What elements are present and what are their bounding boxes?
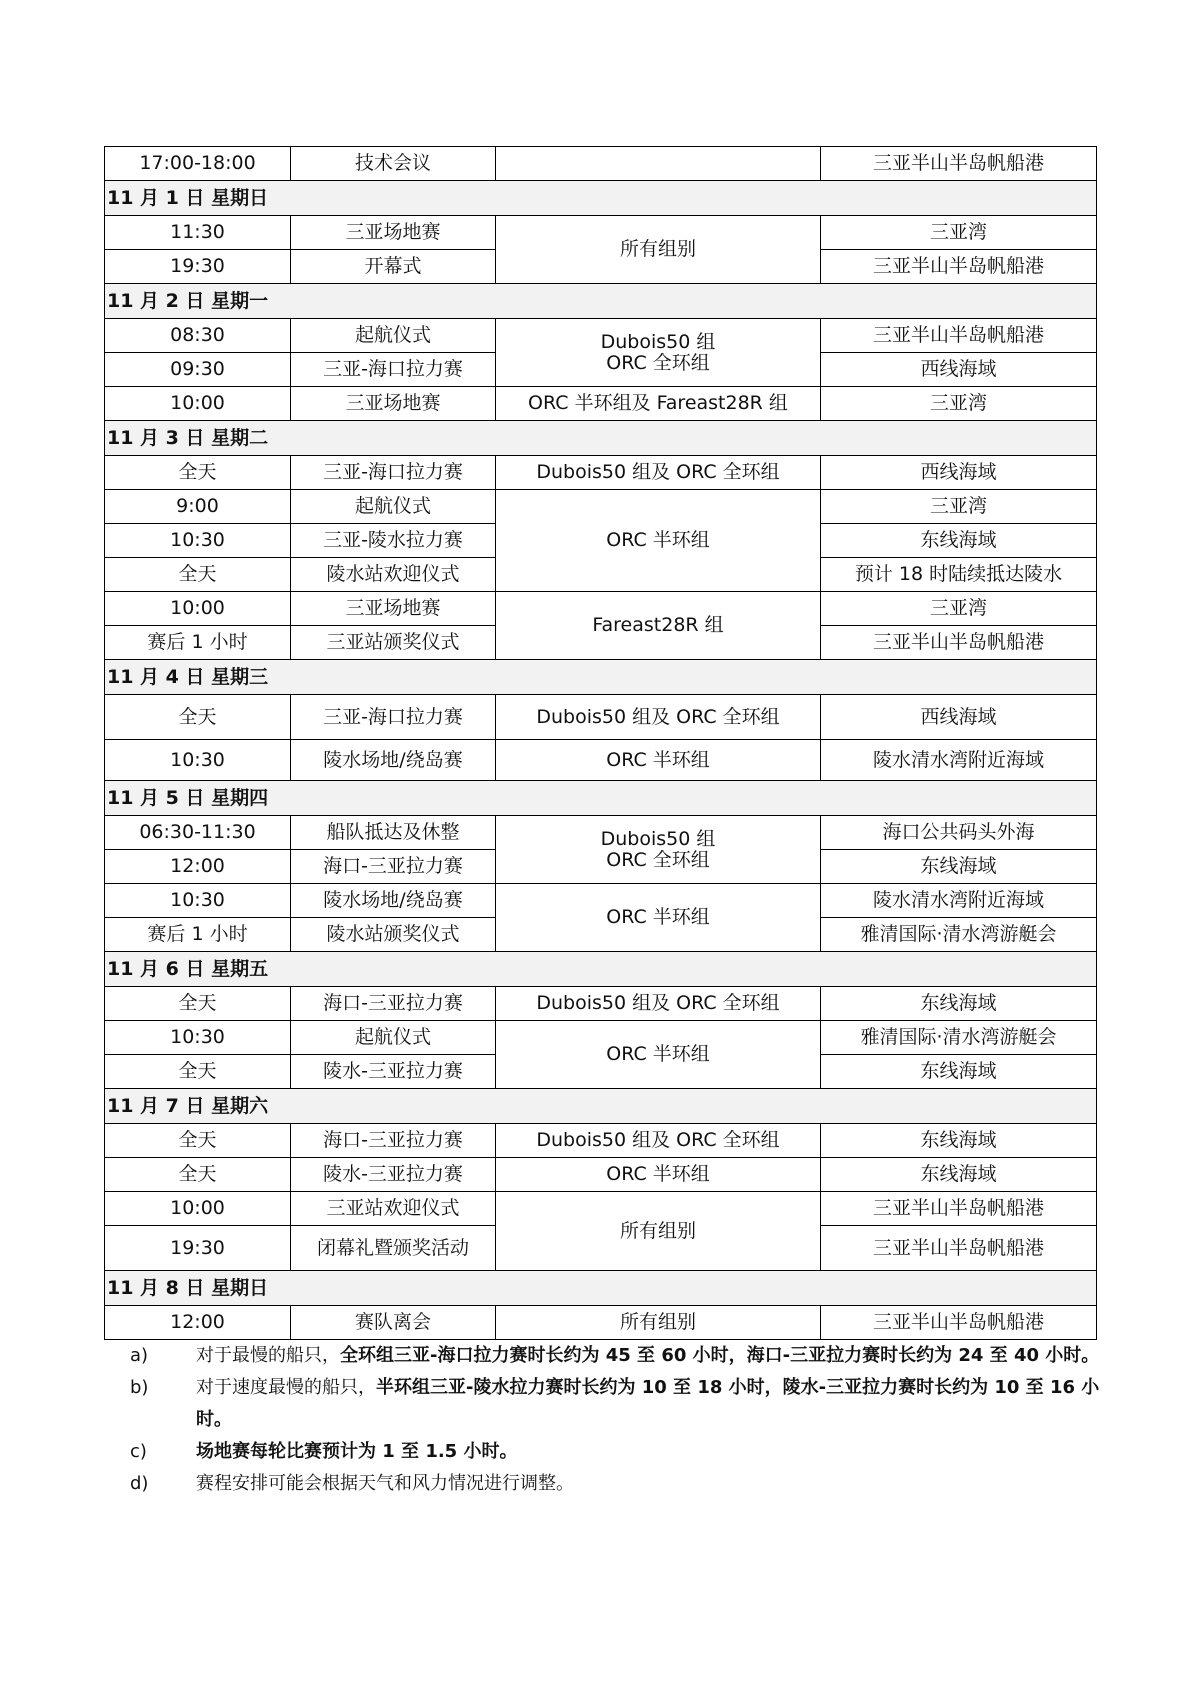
schedule-cell: 陵水站欢迎仪式 [291, 558, 496, 592]
schedule-cell: 三亚-海口拉力赛 [291, 456, 496, 490]
schedule-cell: 09:30 [105, 353, 291, 387]
day-header: 11 月 1 日 星期日 [105, 181, 1097, 216]
schedule-cell: 三亚湾 [821, 387, 1097, 421]
schedule-row [105, 1158, 1097, 1192]
schedule-row [105, 1124, 1097, 1158]
day-header-row [105, 952, 1097, 987]
note-item [130, 1340, 1100, 1372]
schedule-cell: 三亚湾 [821, 216, 1097, 250]
schedule-cell: ORC 半环组 [496, 1021, 821, 1089]
schedule-cell: 10:30 [105, 740, 291, 781]
schedule-cell: 起航仪式 [291, 490, 496, 524]
note-text: 赛程安排可能会根据天气和风力情况进行调整。 [196, 1473, 574, 1494]
schedule-cell: 赛后 1 小时 [105, 626, 291, 660]
schedule-row [105, 816, 1097, 850]
note-item [130, 1372, 1100, 1436]
note-label: c) [130, 1441, 147, 1462]
day-header-row [105, 660, 1097, 695]
note-label: d) [130, 1473, 149, 1494]
schedule-cell: 三亚-海口拉力赛 [291, 353, 496, 387]
schedule-cell: 三亚半山半岛帆船港 [821, 626, 1097, 660]
schedule-cell: 10:30 [105, 524, 291, 558]
schedule-cell: 全天 [105, 558, 291, 592]
schedule-row [105, 490, 1097, 524]
day-header: 11 月 6 日 星期五 [105, 952, 1097, 987]
schedule-cell: 西线海域 [821, 456, 1097, 490]
schedule-cell: ORC 半环组 [496, 884, 821, 952]
day-header: 11 月 2 日 星期一 [105, 284, 1097, 319]
day-header-row [105, 1089, 1097, 1124]
schedule-row [105, 695, 1097, 740]
schedule-cell: 赛后 1 小时 [105, 918, 291, 952]
schedule-row [105, 884, 1097, 918]
schedule-cell: 雅清国际·清水湾游艇会 [821, 1021, 1097, 1055]
note-text: 对于速度最慢的船只， [196, 1377, 376, 1398]
schedule-row [105, 740, 1097, 781]
schedule-cell: 西线海域 [821, 353, 1097, 387]
schedule-cell: 起航仪式 [291, 1021, 496, 1055]
schedule-cell: 10:00 [105, 1192, 291, 1226]
schedule-cell: 9:00 [105, 490, 291, 524]
schedule-cell: 闭幕礼暨颁奖活动 [291, 1226, 496, 1271]
schedule-cell: 三亚场地赛 [291, 592, 496, 626]
schedule-cell: 三亚湾 [821, 592, 1097, 626]
schedule-cell: 三亚站颁奖仪式 [291, 626, 496, 660]
schedule-cell: 三亚半山半岛帆船港 [821, 319, 1097, 353]
schedule-row [105, 592, 1097, 626]
schedule-cell: 东线海域 [821, 1158, 1097, 1192]
schedule-cell: 19:30 [105, 250, 291, 284]
notes-list [130, 1340, 1100, 1500]
schedule-cell: 10:00 [105, 592, 291, 626]
schedule-cell: ORC 半环组 [496, 1158, 821, 1192]
schedule-cell: Fareast28R 组 [496, 592, 821, 660]
schedule-cell: 东线海域 [821, 850, 1097, 884]
note-text: 对于最慢的船只， [196, 1345, 340, 1366]
schedule-cell: 所有组别 [496, 1192, 821, 1271]
day-header: 11 月 3 日 星期二 [105, 421, 1097, 456]
schedule-cell: 06:30-11:30 [105, 816, 291, 850]
schedule-row [105, 216, 1097, 250]
schedule-cell: 10:30 [105, 1021, 291, 1055]
day-header-row [105, 781, 1097, 816]
schedule-cell: Dubois50 组及 ORC 全环组 [496, 456, 821, 490]
schedule-cell: 海口公共码头外海 [821, 816, 1097, 850]
schedule-cell: Dubois50 组及 ORC 全环组 [496, 987, 821, 1021]
schedule-cell: 陵水-三亚拉力赛 [291, 1158, 496, 1192]
schedule-cell: ORC 半环组 [496, 490, 821, 592]
schedule-cell: 三亚半山半岛帆船港 [821, 250, 1097, 284]
day-header-row [105, 284, 1097, 319]
schedule-cell: 赛队离会 [291, 1306, 496, 1340]
schedule-cell: Dubois50 组 ORC 全环组 [496, 816, 821, 884]
schedule-cell: Dubois50 组及 ORC 全环组 [496, 1124, 821, 1158]
schedule-cell: 三亚半山半岛帆船港 [821, 1192, 1097, 1226]
schedule-cell: 所有组别 [496, 1306, 821, 1340]
schedule-cell: 三亚湾 [821, 490, 1097, 524]
schedule-row [105, 1021, 1097, 1055]
schedule-cell: 所有组别 [496, 216, 821, 284]
schedule-cell: Dubois50 组 ORC 全环组 [496, 319, 821, 387]
day-header-row [105, 181, 1097, 216]
schedule-cell: 12:00 [105, 850, 291, 884]
schedule-cell: 三亚站欢迎仪式 [291, 1192, 496, 1226]
schedule-cell: 三亚场地赛 [291, 216, 496, 250]
schedule-cell: 陵水场地/绕岛赛 [291, 884, 496, 918]
schedule-cell: 三亚半山半岛帆船港 [821, 147, 1097, 181]
note-item [130, 1468, 1100, 1500]
schedule-cell: 11:30 [105, 216, 291, 250]
note-item [130, 1436, 1100, 1468]
day-header: 11 月 5 日 星期四 [105, 781, 1097, 816]
schedule-cell: 起航仪式 [291, 319, 496, 353]
schedule-cell: 三亚场地赛 [291, 387, 496, 421]
day-header: 11 月 4 日 星期三 [105, 660, 1097, 695]
schedule-cell: ORC 半环组 [496, 740, 821, 781]
schedule-cell: 三亚-陵水拉力赛 [291, 524, 496, 558]
schedule-cell: Dubois50 组及 ORC 全环组 [496, 695, 821, 740]
schedule-cell: 船队抵达及休整 [291, 816, 496, 850]
schedule-cell: 陵水场地/绕岛赛 [291, 740, 496, 781]
schedule-cell: 技术会议 [291, 147, 496, 181]
day-header-row [105, 1271, 1097, 1306]
schedule-cell: 东线海域 [821, 1055, 1097, 1089]
note-label: a) [130, 1345, 149, 1366]
schedule-cell: 全天 [105, 1158, 291, 1192]
schedule-table [104, 146, 1097, 1340]
schedule-cell: 三亚半山半岛帆船港 [821, 1226, 1097, 1271]
note-emphasis: 全环组三亚-海口拉力赛时长约为 45 至 60 小时，海口-三亚拉力赛时长约为 24 至 40 小时。 [340, 1345, 1100, 1366]
schedule-cell: 雅清国际·清水湾游艇会 [821, 918, 1097, 952]
schedule-row [105, 1192, 1097, 1226]
schedule-cell: 10:00 [105, 387, 291, 421]
schedule-cell: 东线海域 [821, 1124, 1097, 1158]
schedule-cell: 三亚半山半岛帆船港 [821, 1306, 1097, 1340]
schedule-row [105, 147, 1097, 181]
schedule-cell: 海口-三亚拉力赛 [291, 987, 496, 1021]
note-label: b) [130, 1377, 149, 1398]
schedule-cell: 19:30 [105, 1226, 291, 1271]
schedule-cell: 10:30 [105, 884, 291, 918]
schedule-cell: 西线海域 [821, 695, 1097, 740]
schedule-row [105, 387, 1097, 421]
day-header-row [105, 421, 1097, 456]
note-emphasis: 半环组三亚-陵水拉力赛时长约为 10 至 18 小时，陵水-三亚拉力赛时长约为 10 至 16 小时。 [196, 1377, 1100, 1430]
schedule-cell: 全天 [105, 1055, 291, 1089]
schedule-cell: 08:30 [105, 319, 291, 353]
schedule-cell: 东线海域 [821, 987, 1097, 1021]
schedule-cell: 陵水清水湾附近海域 [821, 884, 1097, 918]
day-header: 11 月 8 日 星期日 [105, 1271, 1097, 1306]
schedule-cell: 全天 [105, 1124, 291, 1158]
schedule-cell: 预计 18 时陆续抵达陵水 [821, 558, 1097, 592]
day-header: 11 月 7 日 星期六 [105, 1089, 1097, 1124]
schedule-cell [496, 147, 821, 181]
schedule-cell: 陵水站颁奖仪式 [291, 918, 496, 952]
schedule-cell: 陵水-三亚拉力赛 [291, 1055, 496, 1089]
note-emphasis: 场地赛每轮比赛预计为 1 至 1.5 小时。 [196, 1441, 518, 1462]
schedule-cell: 海口-三亚拉力赛 [291, 850, 496, 884]
schedule-body [105, 147, 1097, 1340]
schedule-cell: 三亚-海口拉力赛 [291, 695, 496, 740]
schedule-cell: 东线海域 [821, 524, 1097, 558]
schedule-cell: 陵水清水湾附近海域 [821, 740, 1097, 781]
schedule-cell: 全天 [105, 695, 291, 740]
schedule-row [105, 456, 1097, 490]
schedule-cell: 海口-三亚拉力赛 [291, 1124, 496, 1158]
schedule-cell: 开幕式 [291, 250, 496, 284]
schedule-cell: 全天 [105, 987, 291, 1021]
schedule-row [105, 1306, 1097, 1340]
schedule-cell: 12:00 [105, 1306, 291, 1340]
schedule-row [105, 319, 1097, 353]
schedule-cell: ORC 半环组及 Fareast28R 组 [496, 387, 821, 421]
schedule-cell: 全天 [105, 456, 291, 490]
schedule-row [105, 987, 1097, 1021]
schedule-cell: 17:00-18:00 [105, 147, 291, 181]
